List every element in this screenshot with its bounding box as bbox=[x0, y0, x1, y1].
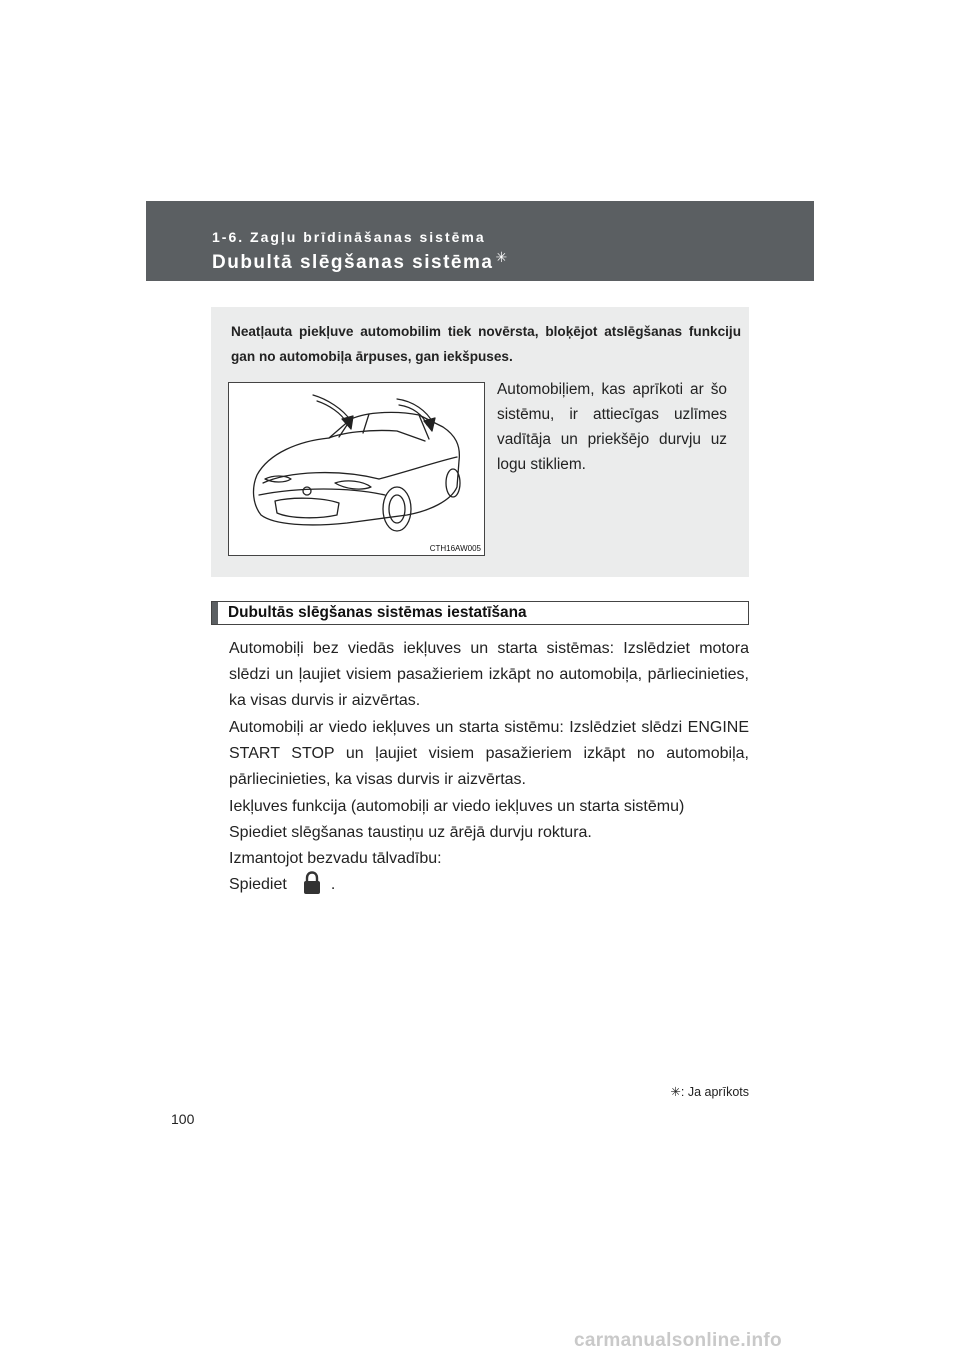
page-number: 100 bbox=[171, 1111, 195, 1127]
door-handle-line: Spiediet slēgšanas taustiņu uz ārējā durvju roktura. bbox=[229, 824, 592, 841]
info-intro: Neatļauta piekļuve automobilim tiek novērsta, bloķējot atslēgšanas funkciju gan no automobiļa ārpuses, gan iekšpuses. bbox=[231, 324, 741, 364]
watermark: carmanualsonline.info bbox=[574, 1330, 782, 1351]
lock-icon bbox=[301, 871, 323, 895]
optional-equipment-mark: ✳ bbox=[495, 249, 509, 265]
page-title-text: Dubultā slēgšanas sistēma bbox=[212, 252, 494, 273]
press-suffix: . bbox=[330, 876, 336, 893]
section-header bbox=[146, 201, 814, 281]
info-side-text: Automobiļiem, kas aprīkoti ar šo sistēmu, ir attiecīgas uzlīmes vadītāja un priekšējo durvju uz logu stikliem. bbox=[497, 381, 727, 473]
subheading bbox=[211, 601, 749, 625]
figure-code: CTH16AW005 bbox=[429, 544, 481, 553]
info-box bbox=[211, 307, 749, 577]
subheading-text: Dubultās slēgšanas sistēmas iestatīšana bbox=[228, 604, 527, 621]
page-title bbox=[212, 249, 509, 274]
section-label: 1-6. Zagļu brīdināšanas sistēma bbox=[212, 229, 486, 245]
press-lock-line bbox=[229, 872, 749, 898]
paragraph-locking-steps bbox=[229, 794, 749, 898]
paragraph-without-smart-entry: Automobiļi bez viedās iekļuves un starta sistēmas: Izslēdziet motora slēdzi un ļaujiet visiem pasažieriem izkāpt no automobiļa, pārliecinieties, ka visas durvis ir aizvērtas. bbox=[229, 640, 749, 709]
car-illustration bbox=[228, 382, 485, 556]
wireless-remote-line: Izmantojot bezvadu tālvadību: bbox=[229, 850, 442, 867]
car-drawing-icon bbox=[229, 383, 484, 555]
footnote: ✳: Ja aprīkots bbox=[670, 1085, 749, 1099]
press-prefix: Spiediet bbox=[229, 876, 287, 893]
entry-function-line: Iekļuves funkcija (automobiļi ar viedo iekļuves un starta sistēmu) bbox=[229, 798, 685, 815]
paragraph-with-smart-entry: Automobiļi ar viedo iekļuves un starta sistēmu: Izslēdziet slēdzi ENGINE START STOP un ļaujiet visiem pasažieriem izkāpt no automobiļa, pārliecinieties, ka visas durvis ir aizvērtas. bbox=[229, 719, 749, 788]
subheading-bar bbox=[212, 602, 218, 624]
